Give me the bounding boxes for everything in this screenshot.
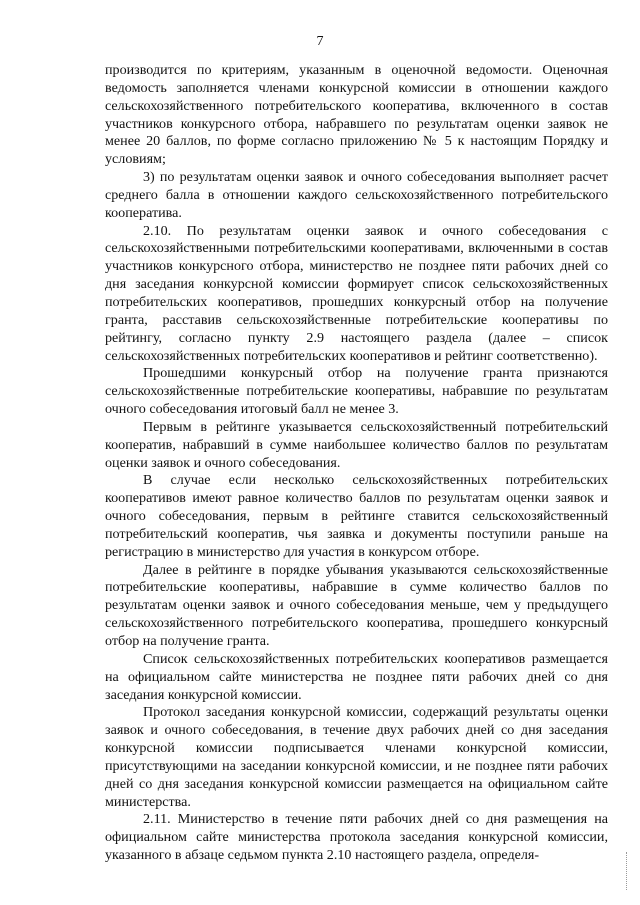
- document-body: [105, 62, 608, 865]
- paragraph-rating-first: Первым в рейтинге указывается сельскохозяйственный потребительский кооператив, набравший в сумме наибольшее количество баллов по результатам оценки заявок и очного собеседования.: [105, 418, 608, 471]
- paragraph-section-2-11: 2.11. Министерство в течение пяти рабочих дней со дня размещения на официальном сайте министерства протокола заседания конкурсной комиссии, указанного в абзаце седьмом пункта 2.10 настоящего раздела, определя-: [105, 811, 608, 864]
- paragraph-passed-criteria: Прошедшими конкурсный отбор на получение гранта признаются сельскохозяйственные потребительские кооперативы, набравшие по результатам очного собеседования итоговый балл не менее 3.: [105, 365, 608, 418]
- paragraph-equal-points: В случае если несколько сельскохозяйственных потребительских кооперативов имеют равное количество баллов по результатам оценки заявок и очного собеседования, первым в рейтинге ставится сельскохозяйственный потребительский кооператив, чья заявка и документы поступили раньше на регистрацию в министерство для участия в конкурсом отборе.: [105, 472, 608, 560]
- paragraph-list-publication: Список сельскохозяйственных потребительских кооперативов размещается на официальном сайте министерства не позднее пяти рабочих дней со дня заседания конкурсной комиссии.: [105, 650, 608, 703]
- paragraph-rating-order: Далее в рейтинге в порядке убывания указываются сельскохозяйственные потребительские кооперативы, набравшие в сумме количество баллов по результатам оценки заявок и очного собеседования меньше, чем у предыдущего сельскохозяйственного потребительского кооператива, прошедшего конкурсный отбор на получение гранта.: [105, 561, 608, 649]
- paragraph-section-2-10: 2.10. По результатам оценки заявок и очного собеседования с сельскохозяйственными потребительскими кооперативами, включенными в состав участников конкурсного отбора, министерство не позднее пяти рабочих дней со дня заседания конкурсной комиссии формирует список сельскохозяйственных потребительских кооперативов, прошедших конкурсный отбор на получение гранта, расставив сельскохозяйственные потребительские кооперативы по рейтингу, согласно пункту 2.9 настоящего раздела (далее – список сельскохозяйственных потребительских кооперативов и рейтинг соответственно).: [105, 222, 608, 364]
- paragraph-protocol: Протокол заседания конкурсной комиссии, содержащий результаты оценки заявок и очного собеседования, в течение двух рабочих дней со дня заседания конкурсной комиссии подписывается членами конкурсной комиссии, присутствующими на заседании конкурсной комиссии, и не позднее пяти рабочих дней со дня заседания конкурсной комиссии размещается на официальном сайте министерства.: [105, 704, 608, 810]
- margin-mark: [626, 852, 629, 890]
- paragraph-continued: производится по критериям, указанным в оценочной ведомости. Оценочная ведомость заполняется членами конкурсной комиссии в отношении каждого сельскохозяйственного потребительского кооператива, включенного в состав участников конкурсного отбора, набравшего по результатам оценки заявок не менее 20 баллов, по форме согласно приложению № 5 к настоящим Порядку и условиям;: [105, 62, 608, 168]
- page-number: 7: [316, 34, 324, 49]
- paragraph-item-3: 3) по результатам оценки заявок и очного собеседования выполняет расчет среднего балла в отношении каждого сельскохозяйственного потребительского кооператива.: [105, 169, 608, 221]
